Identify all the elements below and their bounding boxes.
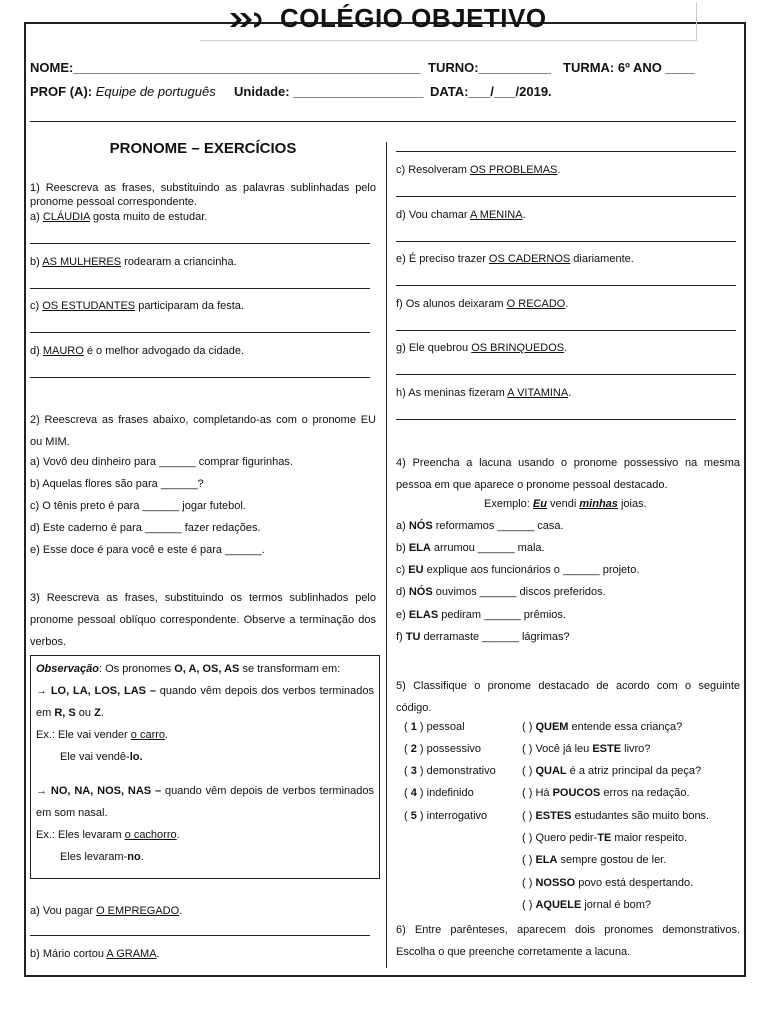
q3-item-a: a) Vou pagar O EMPREGADO.: [30, 905, 183, 917]
q2-item-e: e) Esse doce é para você e este é para ______.: [30, 544, 265, 556]
obs-example-1b: Ele vai vendê-lo.: [60, 751, 143, 763]
q3-answer-line-h[interactable]: [396, 419, 736, 420]
q4-item-c: c) EU explique aos funcionários o ______ projeto.: [396, 564, 640, 576]
obs-rule-1: → LO, LA, LOS, LAS – quando vêm depois dos verbos terminados em R, S ou Z.: [36, 685, 374, 719]
q4-item-a: a) NÓS reformamos ______ casa.: [396, 520, 564, 532]
q6-instruction: 6) Entre parênteses, aparecem dois pronomes demonstrativos. Escolha o que preenche corretamente a lacuna.: [396, 924, 740, 958]
q2-item-a: a) Vovô deu dinheiro para ______ comprar figurinhas.: [30, 456, 293, 468]
name-field[interactable]: [30, 60, 420, 75]
q3-item-h: h) As meninas fizeram A VITAMINA.: [396, 387, 572, 399]
obs-intro: Observação: Os pronomes O, A, OS, AS se transformam em:: [36, 663, 341, 675]
teacher-value: Equipe de português: [95, 84, 216, 99]
shift-blank: __________: [478, 60, 551, 75]
q3-answer-line-a[interactable]: [30, 935, 370, 936]
q4-item-f: f) TU derramaste ______ lágrimas?: [396, 631, 570, 643]
school-name: COLÉGIO OBJETIVO: [280, 3, 547, 33]
q5-code-1: ( 1 ) pessoal: [404, 721, 465, 733]
q4-item-e: e) ELAS pediram ______ prêmios.: [396, 609, 566, 621]
q5-item-7[interactable]: ( ) ELA sempre gostou de ler.: [522, 854, 667, 866]
q1-answer-line-a[interactable]: [30, 243, 370, 244]
q1-answer-line-c[interactable]: [30, 332, 370, 333]
q5-item-6[interactable]: ( ) Quero pedir-TE maior respeito.: [522, 832, 688, 844]
q5-code-3: ( 3 ) demonstrativo: [404, 765, 496, 777]
name-blank: ________________________________________________: [73, 60, 421, 75]
q3-answer-line-e[interactable]: [396, 285, 736, 286]
teacher-field: [30, 84, 216, 99]
class-label: TURMA: 6º ANO: [563, 60, 662, 75]
q5-item-8[interactable]: ( ) NOSSO povo está despertando.: [522, 877, 694, 889]
q3-item-b: b) Mário cortou A GRAMA.: [30, 948, 160, 960]
page-title: PRONOME – EXERCÍCIOS: [109, 140, 297, 157]
q2-item-c: c) O tênis preto é para ______ jogar futebol.: [30, 500, 246, 512]
obs-example-1a: Ex.: Ele vai vender o carro.: [36, 729, 169, 741]
date-label: DATA:: [430, 84, 469, 99]
unit-blank: __________________: [293, 84, 424, 99]
q2-item-d: d) Este caderno é para ______ fazer redações.: [30, 522, 261, 534]
q1-item-d: d) MAURO é o melhor advogado da cidade.: [30, 345, 245, 357]
q2-item-b: b) Aquelas flores são para ______?: [30, 478, 204, 490]
q5-item-1[interactable]: ( ) QUEM entende essa criança?: [522, 721, 683, 733]
q3-answer-line-d[interactable]: [396, 241, 736, 242]
q4-item-d: d) NÓS ouvimos ______ discos preferidos.: [396, 586, 606, 598]
q1-item-c: c) OS ESTUDANTES participaram da festa.: [30, 300, 244, 312]
q3-answer-line-g[interactable]: [396, 374, 736, 375]
q5-instruction: 5) Classifique o pronome destacado de acordo com o seguinte código.: [396, 680, 740, 714]
obs-example-2b: Eles levaram-no.: [60, 851, 144, 863]
q3-item-f: f) Os alunos deixaram O RECADO.: [396, 298, 569, 310]
q5-item-2[interactable]: ( ) Você já leu ESTE livro?: [522, 743, 651, 755]
class-blank: ____: [665, 60, 695, 75]
date-field[interactable]: [430, 84, 552, 99]
q1-item-a: a) CLÁUDIA gosta muito de estudar.: [30, 211, 208, 223]
q4-item-b: b) ELA arrumou ______ mala.: [396, 542, 545, 554]
date-blank-day: ___/___: [468, 84, 516, 99]
obs-rule-2: → NO, NA, NOS, NAS – quando vêm depois de verbos terminados em som nasal.: [36, 785, 374, 819]
q3-item-g: g) Ele quebrou OS BRINQUEDOS.: [396, 342, 568, 354]
q3-item-d: d) Vou chamar A MENINA.: [396, 209, 526, 221]
q1-answer-line-d[interactable]: [30, 377, 370, 378]
school-logo-bar: [200, 2, 697, 41]
q5-item-4[interactable]: ( ) Há POUCOS erros na redação.: [522, 787, 690, 799]
class-field[interactable]: [563, 60, 694, 75]
name-label: NOME:: [30, 60, 74, 75]
header-divider: [30, 121, 736, 122]
q1-instruction: 1) Reescreva as frases, substituindo as palavras sublinhadas pelo pronome pessoal correspondente.: [30, 182, 376, 208]
q5-code-2: ( 2 ) possessivo: [404, 743, 482, 755]
q3-instruction: 3) Reescreva as frases, substituindo os termos sublinhados pelo pronome pessoal oblíquo correspondente. Observe a terminação dos verbos.: [30, 592, 376, 648]
q1-answer-line-b[interactable]: [30, 288, 370, 289]
q3-item-e: e) É preciso trazer OS CADERNOS diariamente.: [396, 253, 634, 265]
q4-instruction: 4) Preencha a lacuna usando o pronome possessivo na mesma pessoa em que aparece o pronome pessoal destacado.: [396, 457, 740, 491]
column-divider: [386, 142, 387, 968]
q1-item-b: b) AS MULHERES rodearam a criancinha.: [30, 256, 237, 268]
q3-answer-line-f[interactable]: [396, 330, 736, 331]
q2-instruction: 2) Reescreva as frases abaixo, completando-as com o pronome EU ou MIM.: [30, 414, 376, 448]
q5-item-5[interactable]: ( ) ESTES estudantes são muito bons.: [522, 810, 710, 822]
shift-field[interactable]: [428, 60, 551, 75]
q3-answer-line-c[interactable]: [396, 196, 736, 197]
q4-example: Exemplo: Eu vendi minhas joias.: [484, 498, 647, 510]
unit-label: Unidade:: [234, 84, 290, 99]
school-logo-icon: [228, 10, 264, 30]
teacher-label: PROF (A):: [30, 84, 93, 99]
obs-example-2a: Ex.: Eles levaram o cachorro.: [36, 829, 180, 841]
q5-code-5: ( 5 ) interrogativo: [404, 810, 488, 822]
unit-field[interactable]: [234, 84, 423, 99]
q3-answer-line-b[interactable]: [396, 151, 736, 152]
q5-item-9[interactable]: ( ) AQUELE jornal é bom?: [522, 899, 652, 911]
q5-item-3[interactable]: ( ) QUAL é a atriz principal da peça?: [522, 765, 702, 777]
date-year: /2019.: [515, 84, 552, 99]
q3-item-c: c) Resolveram OS PROBLEMAS.: [396, 164, 561, 176]
q5-code-4: ( 4 ) indefinido: [404, 787, 474, 799]
shift-label: TURNO:: [428, 60, 479, 75]
observation-box: [30, 655, 380, 879]
